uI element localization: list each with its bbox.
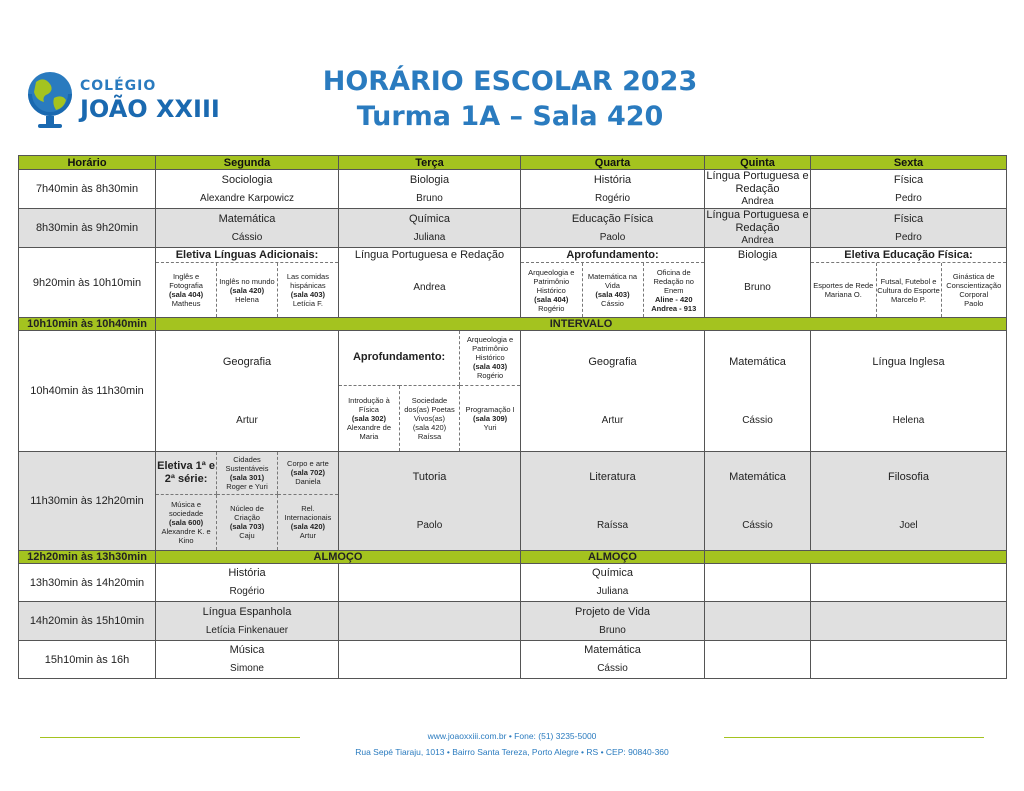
class-cell: Biologia Bruno — [339, 170, 521, 209]
class-cell: Matemática Cássio — [705, 331, 811, 452]
class-cell: Geografia Artur — [521, 331, 705, 452]
class-cell: Língua Inglesa Helena — [811, 331, 1007, 452]
table-row — [19, 602, 1007, 641]
elective-cell: Eletiva Línguas Adicionais: Inglês e Fotografia (sala 404) Matheus Inglês no mundo (sala 420) Helena Las comidas hispánicas (sala 403) Letícia F. — [156, 248, 339, 318]
class-cell: Projeto de Vida Bruno — [521, 602, 705, 641]
class-cell: Literatura Raíssa — [521, 452, 705, 551]
class-cell: Física Pedro — [811, 209, 1007, 248]
time-cell: 15h10min às 16h — [19, 641, 156, 679]
time-cell: 11h30min às 12h20min — [19, 452, 156, 551]
school-logo — [24, 68, 224, 134]
footer-address: Rua Sepé Tiaraju, 1013 • Bairro Santa Tereza, Porto Alegre • RS • CEP: 90840-360 — [355, 747, 669, 757]
header-terca: Terça — [339, 156, 521, 170]
class-cell: Filosofia Joel — [811, 452, 1007, 551]
class-cell: Sociologia Alexandre Karpowicz — [156, 170, 339, 209]
logo-text-bottom: JOÃO XXIII — [80, 95, 220, 123]
class-cell: Geografia Artur — [156, 331, 339, 452]
class-cell: Música Simone — [156, 641, 339, 679]
empty-cell — [705, 564, 811, 602]
class-cell: Biologia Bruno — [705, 248, 811, 318]
class-cell: Educação Física Paolo — [521, 209, 705, 248]
empty-cell — [811, 602, 1007, 641]
empty-cell — [811, 564, 1007, 602]
footer-contact: www.joaoxxiii.com.br • Fone: (51) 3235-5000 — [300, 731, 724, 741]
elective-cell: Aprofundamento: Arqueologia e Patrimônio Histórico (sala 403) Rogério Introdução à Física (sala 302) Alexandre de Maria Sociedade dos(as) Poetas Vivos(as) (sala 420) Raíssa Programação I (sala 309) Yuri — [339, 331, 521, 452]
table-row — [19, 209, 1007, 248]
break-label: ALMOÇO — [521, 551, 705, 564]
class-cell: Matemática Cássio — [521, 641, 705, 679]
time-cell: 13h30min às 14h20min — [19, 564, 156, 602]
class-cell: Matemática Cássio — [156, 209, 339, 248]
schedule-table — [18, 155, 1007, 679]
empty-cell — [339, 602, 521, 641]
elective-cell: Eletiva Educação Física: Esportes de Rede Mariana O. Futsal, Futebol e Cultura do Esporte Marcelo P. Ginástica de Conscientização Corporal Paolo — [811, 248, 1007, 318]
empty-cell — [339, 641, 521, 679]
class-cell: História Rogério — [521, 170, 705, 209]
class-cell: Língua Portuguesa e Redação Andrea — [706, 170, 809, 207]
header-quinta: Quinta — [705, 156, 811, 170]
class-cell: Química Juliana — [339, 209, 521, 248]
time-cell: 10h40min às 11h30min — [19, 331, 156, 452]
class-cell: Química Juliana — [521, 564, 705, 602]
class-cell: Língua Espanhola Letícia Finkenauer — [156, 602, 339, 641]
class-cell: Língua Portuguesa e Redação Andrea — [339, 248, 521, 318]
empty-cell — [705, 641, 811, 679]
header-segunda: Segunda — [156, 156, 339, 170]
table-row — [19, 641, 1007, 679]
time-cell: 12h20min às 13h30min — [19, 551, 156, 564]
break-row — [19, 551, 1007, 564]
table-row — [19, 248, 1007, 318]
empty-cell — [339, 564, 521, 602]
header-row — [19, 156, 1007, 170]
class-cell: Matemática Cássio — [705, 452, 811, 551]
empty-cell — [811, 641, 1007, 679]
table-row — [19, 564, 1007, 602]
page-title: HORÁRIO ESCOLAR 2023 — [322, 66, 698, 97]
time-cell: 8h30min às 9h20min — [19, 209, 156, 248]
break-row — [19, 318, 1007, 331]
elective-cell: Eletiva 1ª e 2ª série: Cidades Sustentáveis (sala 301) Roger e Yuri Corpo e arte (sala 702) Daniela Música e sociedade (sala 600) Alexandre K. e Kino Núcleo de Criação (sala 703) Caju Rel. Internacionais (sala 420) Artur — [156, 452, 339, 551]
header-horario: Horário — [19, 156, 156, 170]
class-cell: Língua Portuguesa e Redação Andrea — [706, 209, 809, 246]
time-cell: 10h10min às 10h40min — [19, 318, 156, 331]
break-label: ALMOÇO — [156, 551, 521, 564]
class-cell: História Rogério — [156, 564, 339, 602]
break-empty — [705, 551, 1007, 564]
table-row — [19, 331, 1007, 452]
time-cell: 14h20min às 15h10min — [19, 602, 156, 641]
break-label: INTERVALO — [156, 318, 1007, 331]
globe-icon — [24, 68, 78, 130]
page-subtitle: Turma 1A – Sala 420 — [356, 101, 664, 132]
table-row — [19, 452, 1007, 551]
time-cell: 7h40min às 8h30min — [19, 170, 156, 209]
class-cell: Tutoria Paolo — [339, 452, 521, 551]
table-row — [19, 170, 1007, 209]
logo-text-top: COLÉGIO — [80, 78, 157, 94]
header-sexta: Sexta — [811, 156, 1007, 170]
elective-cell: Aprofundamento: Arqueologia e Patrimônio Histórico (sala 404) Rogério Matemática na Vida (sala 403) Cássio Oficina de Redação no Enem Aline - 420 Andrea - 913 — [521, 248, 705, 318]
class-cell: Física Pedro — [811, 170, 1007, 209]
empty-cell — [705, 602, 811, 641]
header-quarta: Quarta — [521, 156, 705, 170]
time-cell: 9h20min às 10h10min — [19, 248, 156, 318]
